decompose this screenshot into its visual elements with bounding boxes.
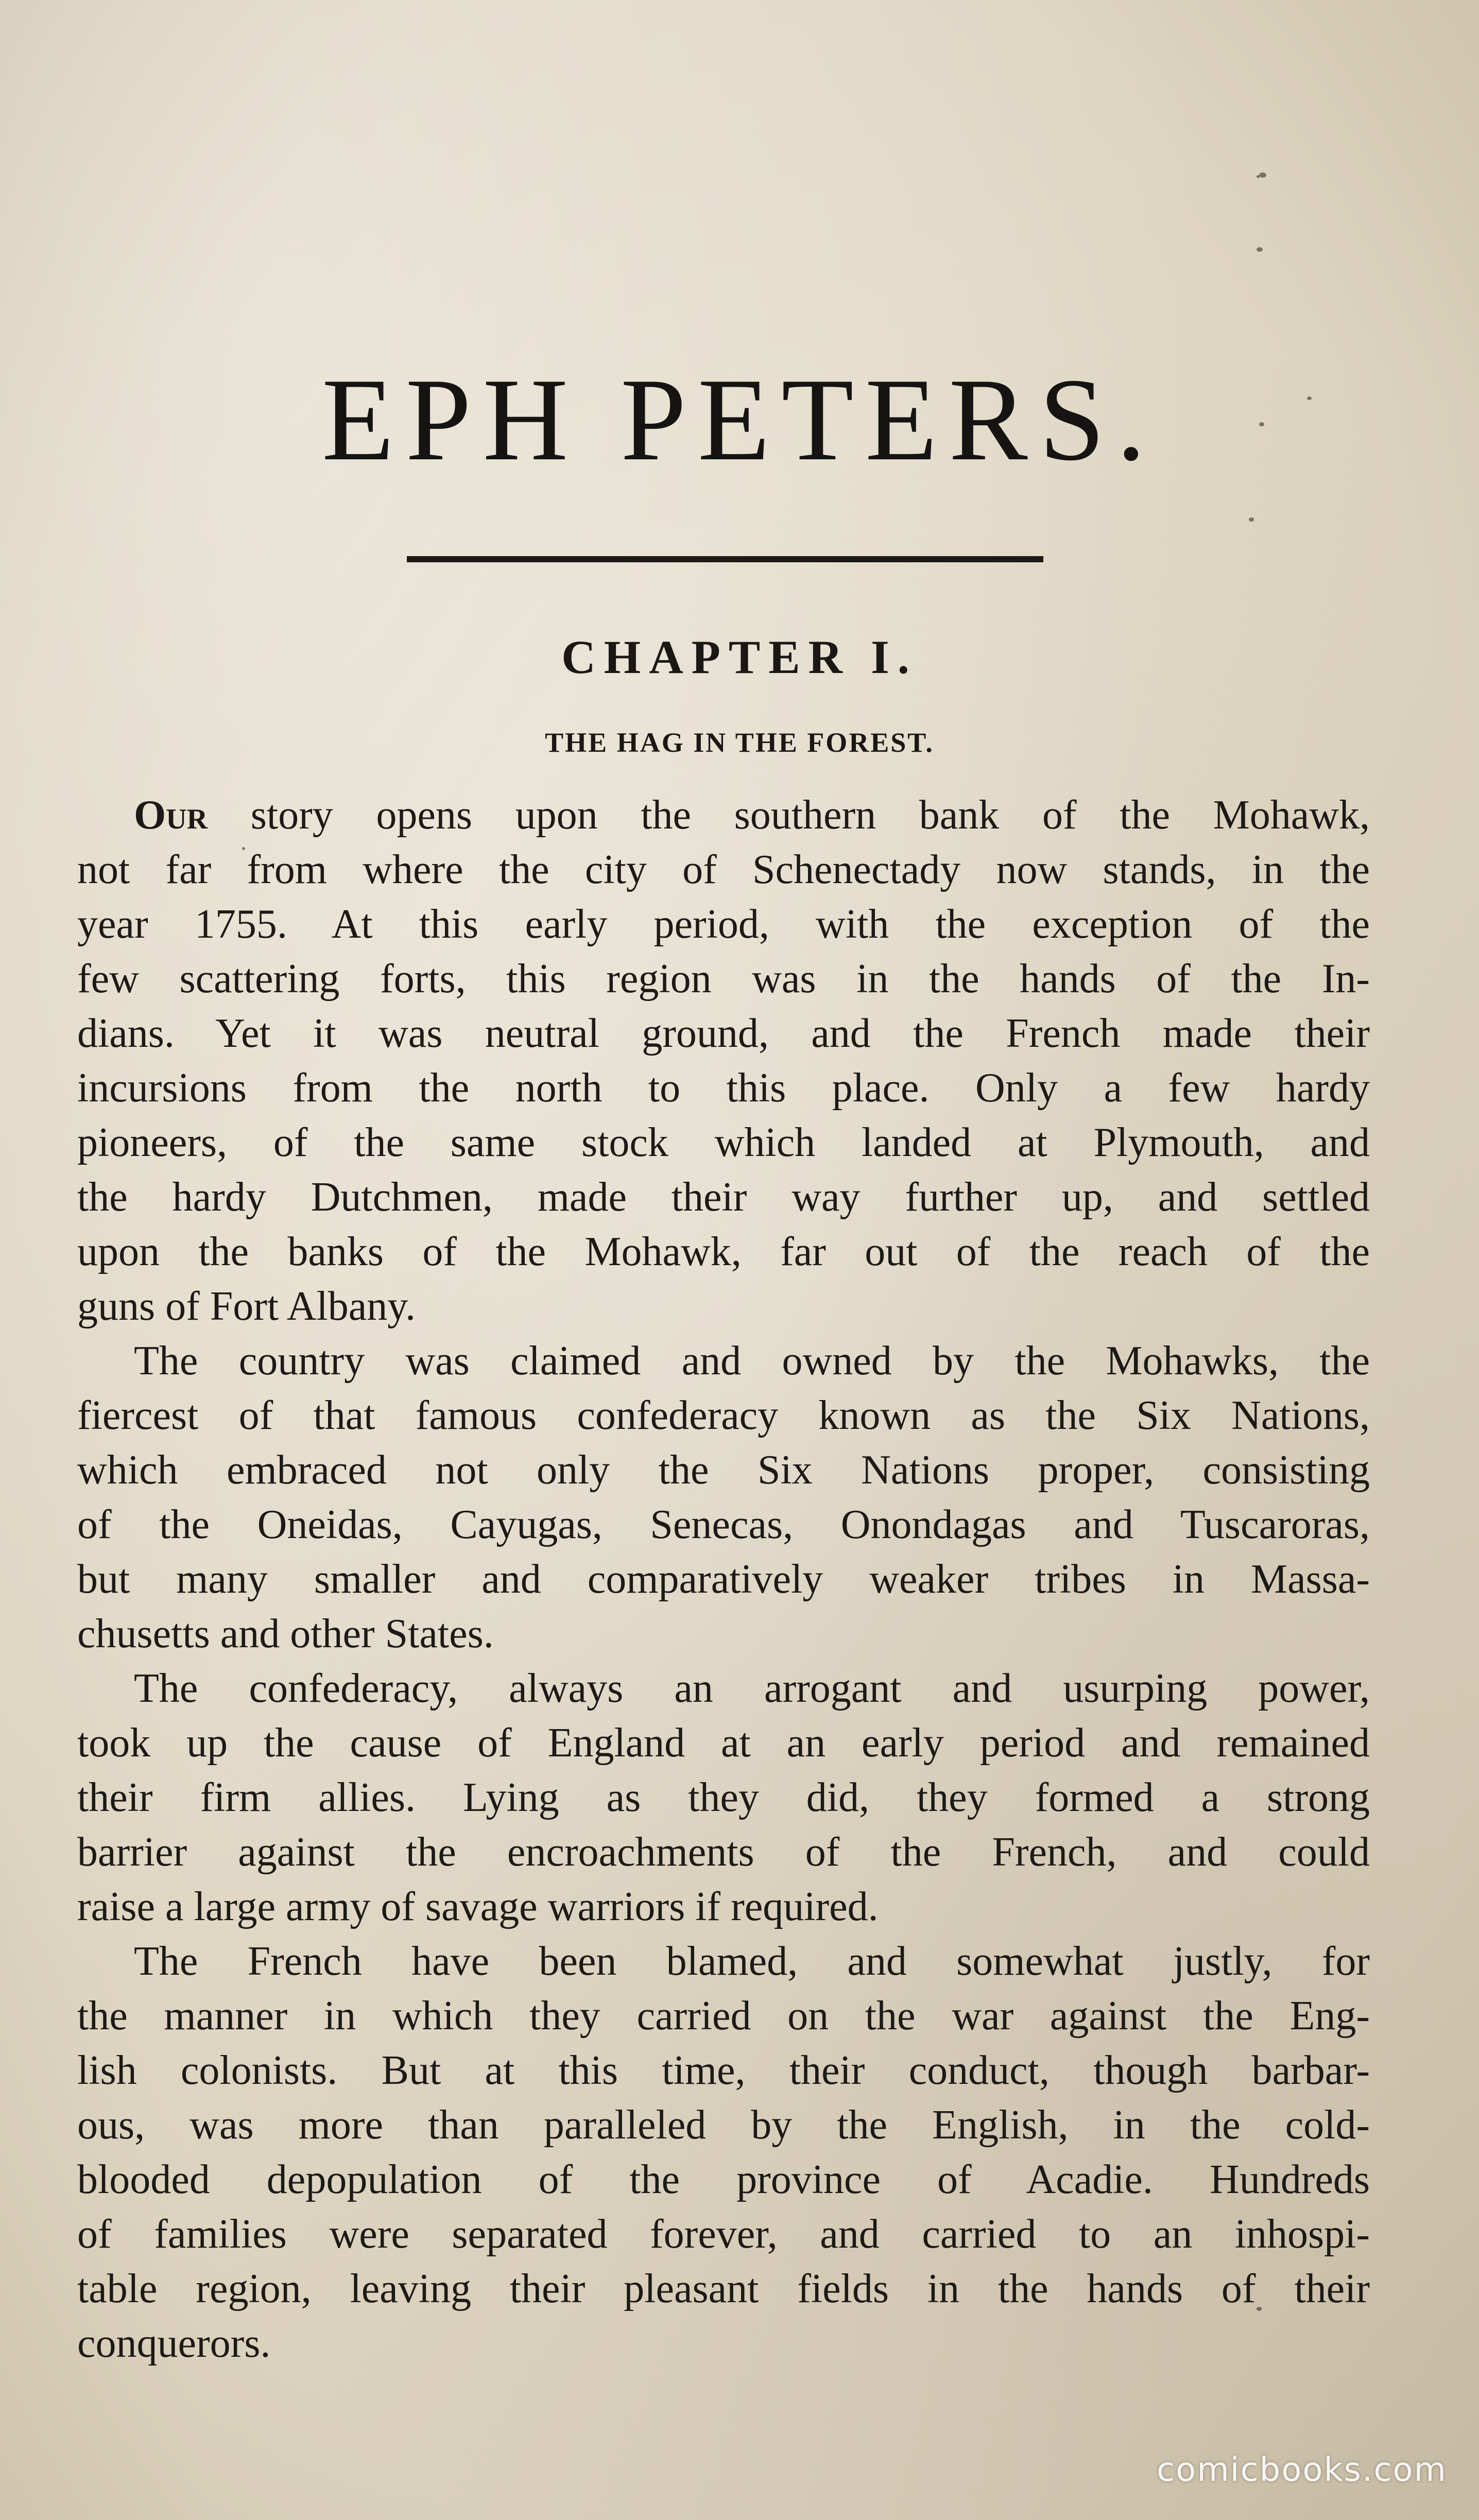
text-line: blooded depopulation of the province of Acadie. Hundreds (77, 2157, 1370, 2202)
text-line: pioneers, of the same stock which landed at Plymouth, and (77, 1120, 1370, 1165)
text-line: The country was claimed and owned by the Mohawks, the (134, 1338, 1370, 1384)
text-line: their firm allies. Lying as they did, they formed a strong (77, 1775, 1370, 1820)
text-line: The French have been blamed, and somewhat justly, for (134, 1939, 1370, 1984)
lead-word: Our (134, 792, 208, 838)
text-line: lish colonists. But at this time, their conduct, though barbar- (77, 2048, 1370, 2093)
paragraph-3 (77, 1661, 1370, 1934)
paper-speck (1257, 175, 1260, 178)
chapter-subtitle: THE HAG IN THE FOREST. (545, 727, 934, 758)
text-line: guns of Fort Albany. (77, 1284, 416, 1329)
text-line: Our story opens upon the southern bank of the Mohawk, (134, 792, 1370, 838)
text-line: incursions from the north to this place. Only a few hardy (77, 1065, 1370, 1111)
text-line: not far from where the city of Schenectady now stands, in the (77, 847, 1370, 892)
text-line: which embraced not only the Six Nations proper, consisting (77, 1447, 1370, 1493)
text-line: of the Oneidas, Cayugas, Senecas, Onondagas and Tuscaroras, (77, 1502, 1370, 1547)
paper-speck (1249, 517, 1254, 522)
text-line: but many smaller and comparatively weaker tribes in Massa- (77, 1557, 1370, 1602)
text-line: few scattering forts, this region was in the hands of the In- (77, 956, 1370, 1002)
text-line: upon the banks of the Mohawk, far out of the reach of the (77, 1229, 1370, 1274)
text-line: year 1755. At this early period, with the exception of the (77, 902, 1370, 947)
paragraph-2 (77, 1334, 1370, 1661)
text-line: raise a large army of savage warriors if required. (77, 1884, 879, 1929)
chapter-heading: CHAPTER I. (561, 631, 918, 683)
site-watermark: comicbooks.com (1156, 2451, 1447, 2489)
paper-speck (1259, 172, 1266, 178)
text-line: barrier against the encroachments of the French, and could (77, 1829, 1370, 1875)
text-line: took up the cause of England at an early period and remained (77, 1720, 1370, 1766)
paragraph-4 (77, 1934, 1370, 2371)
paper-speck (1257, 247, 1263, 252)
reverse-side-bleed-through (77, 82, 1365, 245)
text-line: table region, leaving their pleasant fields in the hands of their (77, 2266, 1370, 2311)
text-line: The confederacy, always an arrogant and usurping power, (134, 1666, 1370, 1711)
text-line: fiercest of that famous confederacy known as the Six Nations, (77, 1393, 1370, 1438)
text-line: the manner in which they carried on the war against the Eng- (77, 1993, 1370, 2039)
text-line: conquerors. (77, 2321, 271, 2366)
paragraph-1 (77, 788, 1370, 1334)
text-line: dians. Yet it was neutral ground, and the French made their (77, 1011, 1370, 1056)
chapter-body (77, 788, 1370, 2371)
title-rule (407, 556, 1043, 562)
text-line: the hardy Dutchmen, made their way further up, and settled (77, 1175, 1370, 1220)
book-title: EPH PETERS. (321, 354, 1158, 485)
text-line: of families were separated forever, and carried to an inhospi- (77, 2212, 1370, 2257)
text-line: ous, was more than paralleled by the English, in the cold- (77, 2102, 1370, 2148)
text-line: chusetts and other States. (77, 1611, 494, 1656)
